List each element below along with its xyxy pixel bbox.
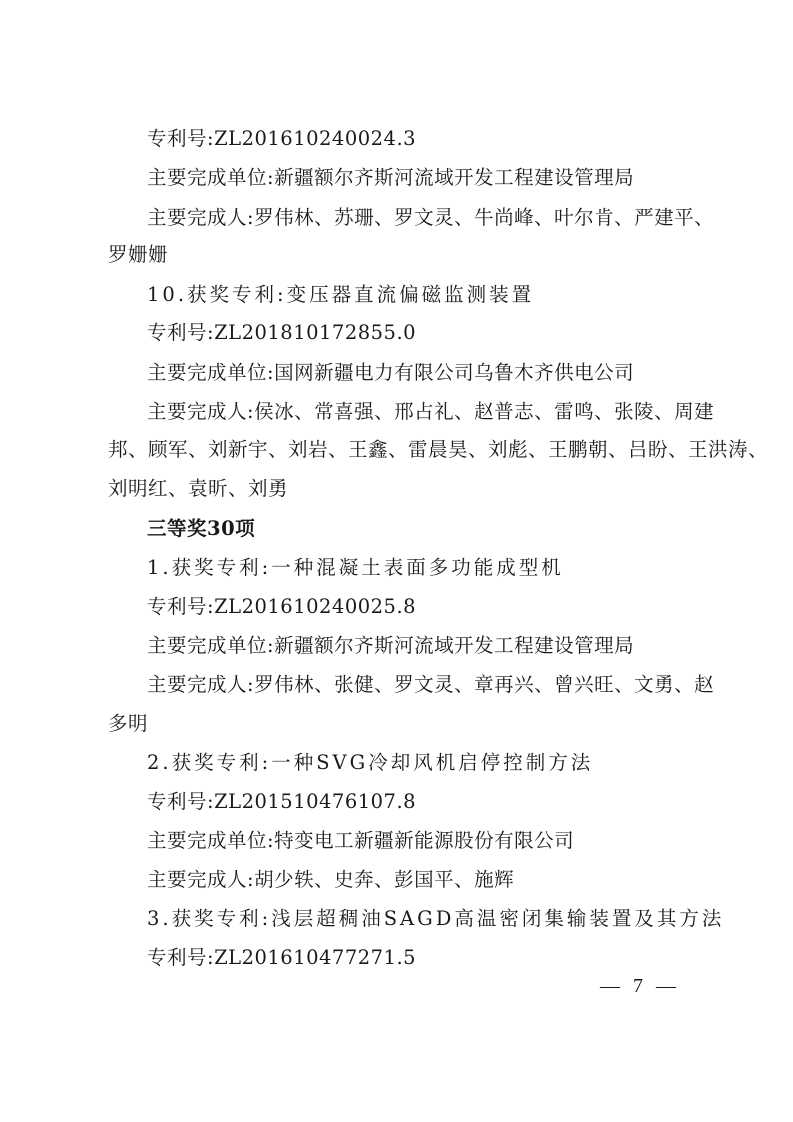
person-line-cont: 刘明红、袁昕、刘勇 xyxy=(108,477,289,500)
person-line-cont: 邦、顾军、刘新宇、刘岩、王鑫、雷晨昊、刘彪、王鹏朝、吕盼、王洪涛、 xyxy=(108,438,769,461)
person-line-cont: 罗姗姗 xyxy=(108,243,169,266)
unit-line: 主要完成单位:新疆额尔齐斯河流域开发工程建设管理局 xyxy=(147,634,635,657)
patent-number-line: 专利号:ZL201610240024.3 xyxy=(147,127,417,150)
unit-line: 主要完成单位:新疆额尔齐斯河流域开发工程建设管理局 xyxy=(147,166,635,189)
award-patent-line: 3.获奖专利:浅层超稠油SAGD高温密闭集输装置及其方法 xyxy=(147,907,725,930)
patent-number-line: 专利号:ZL201810172855.0 xyxy=(147,321,417,344)
patent-number-line: 专利号:ZL201510476107.8 xyxy=(147,790,417,813)
patent-number-line: 专利号:ZL201610240025.8 xyxy=(147,595,417,618)
award-patent-line: 2.获奖专利:一种SVG冷却风机启停控制方法 xyxy=(147,751,594,774)
page-number: — 7 — xyxy=(600,975,680,997)
patent-number-line: 专利号:ZL201610477271.5 xyxy=(147,946,417,969)
person-line: 主要完成人:胡少轶、史奔、彭国平、施辉 xyxy=(147,868,515,891)
unit-line: 主要完成单位:特变电工新疆新能源股份有限公司 xyxy=(147,829,575,852)
section-heading: 三等奖30项 xyxy=(147,517,256,540)
unit-line: 主要完成单位:国网新疆电力有限公司乌鲁木齐供电公司 xyxy=(147,361,635,384)
person-line: 主要完成人:侯冰、常喜强、邢占礼、赵普志、雷鸣、张陵、周建 xyxy=(147,400,715,423)
award-patent-line: 1.获奖专利:一种混凝土表面多功能成型机 xyxy=(147,556,564,579)
person-line: 主要完成人:罗伟林、苏珊、罗文灵、牛尚峰、叶尔肯、严建平、 xyxy=(147,206,715,229)
person-line: 主要完成人:罗伟林、张健、罗文灵、章再兴、曾兴旺、文勇、赵 xyxy=(147,673,715,696)
award-patent-line: 10.获奖专利:变压器直流偏磁监测装置 xyxy=(147,283,535,306)
person-line-cont: 多明 xyxy=(108,712,149,735)
